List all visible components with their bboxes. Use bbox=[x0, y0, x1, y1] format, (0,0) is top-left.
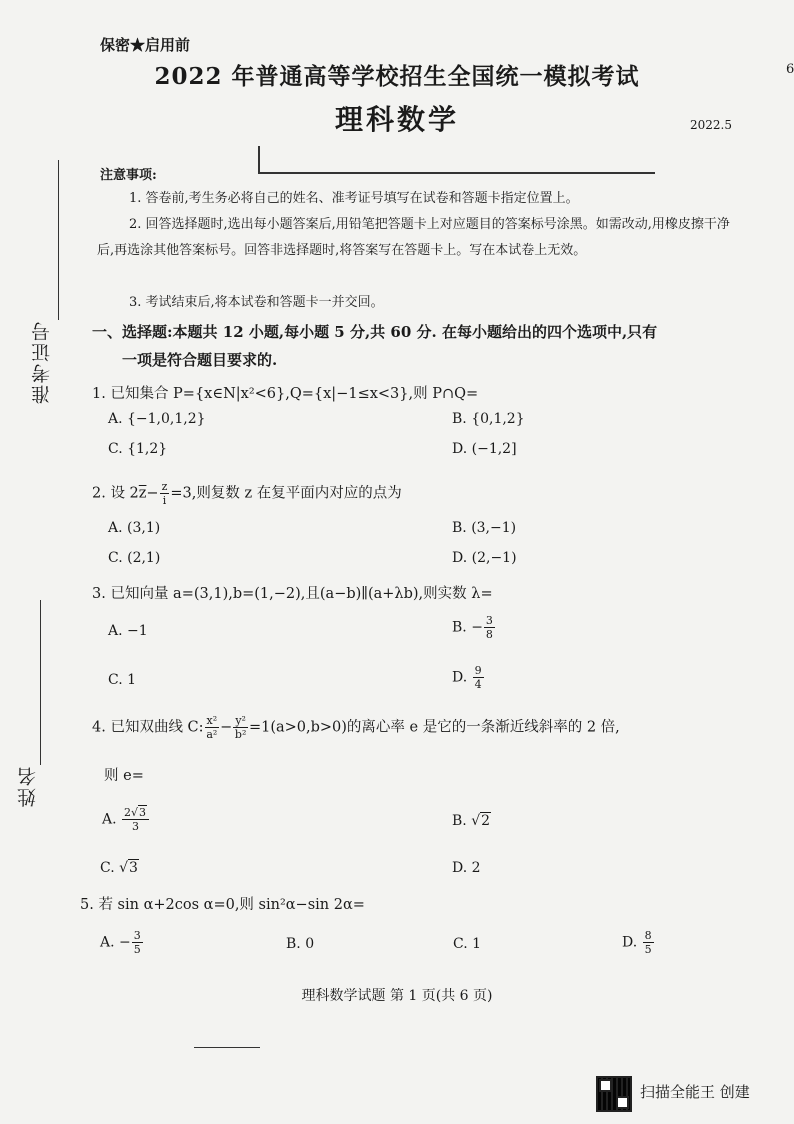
question-1-option-c: C. {1,2} bbox=[108, 441, 168, 457]
question-3-option-b: B. − $\frac{3}{8}$ bbox=[452, 614, 493, 641]
question-5-option-a: A. − $\frac{3}{5}$ bbox=[100, 929, 141, 956]
question-3-option-a: A. −1 bbox=[108, 623, 148, 639]
section-heading bbox=[92, 318, 752, 374]
question-5-option-b: B. 0 bbox=[286, 936, 315, 952]
question-3-option-c: C. 1 bbox=[108, 672, 137, 688]
question-5-option-d: D. $\frac{8}{5}$ bbox=[622, 929, 652, 956]
decorative-bracket bbox=[258, 146, 655, 174]
page-footer: 理科数学试题 第 1 页(共 6 页) bbox=[301, 988, 493, 1004]
notice-heading: 注意事项: bbox=[100, 168, 157, 183]
footer-scan-line bbox=[194, 1047, 260, 1048]
fraction-z-over-i: $\frac{z}{i}$ bbox=[161, 480, 168, 507]
section-heading-line2: 一项是符合题目要求的. bbox=[122, 351, 278, 369]
confidential-label: 保密★启用前 bbox=[100, 36, 191, 54]
question-3-option-d: D. $\frac{9}{4}$ bbox=[452, 664, 482, 691]
question-5-stem: 5. 若 sin α+2cos α=0,则 sin²α−sin 2α= bbox=[80, 897, 365, 913]
edge-number: 6 bbox=[786, 62, 794, 77]
question-4-stem: 4. 已知双曲线 C: $\frac{\text{x²}}{\text{a²}}$ − $\frac{\text{y²}}{\text{b²}}$ =1(a>0,b>0)的离心率 e 是它的一条渐近线斜率的 2 倍, bbox=[92, 714, 620, 741]
exam-id-label: 准考证号 bbox=[31, 320, 53, 404]
name-line bbox=[40, 600, 41, 765]
question-1-option-b: B. {0,1,2} bbox=[452, 411, 525, 427]
section-heading-line1: 一、选择题:本题共 12 小题,每小题 5 分,共 60 分. 在每小题给出的四个选项中,只有 bbox=[92, 323, 658, 341]
name-label: 姓名 bbox=[17, 765, 39, 807]
question-1-option-d: D. (−1,2] bbox=[452, 441, 517, 457]
notice-item-1: 1. 答卷前,考生务必将自己的姓名、准考证号填写在试卷和答题卡指定位置上。 bbox=[129, 191, 579, 206]
question-4-option-b: B. √2 bbox=[452, 813, 491, 829]
question-3-stem: 3. 已知向量 a=(3,1),b=(1,−2),且(a−b)∥(a+λb),则实数 λ= bbox=[92, 586, 493, 602]
exam-date: 2022.5 bbox=[690, 118, 732, 132]
question-1-option-a: A. {−1,0,1,2} bbox=[108, 411, 206, 427]
question-1-stem: 1. 已知集合 P={x∈N|x²<6},Q={x|−1≤x<3},则 P∩Q= bbox=[92, 386, 479, 402]
subject-title: 理科数学 bbox=[334, 103, 459, 136]
question-2-option-d: D. (2,−1) bbox=[452, 550, 517, 566]
notice-item-3: 3. 考试结束后,将本试卷和答题卡一并交回。 bbox=[129, 295, 384, 310]
exam-id-line bbox=[58, 160, 59, 320]
question-2-option-c: C. (2,1) bbox=[108, 550, 161, 566]
exam-title: 2022 年普通高等学校招生全国统一模拟考试 bbox=[154, 63, 640, 90]
question-2-option-a: A. (3,1) bbox=[108, 520, 161, 536]
question-5-option-c: C. 1 bbox=[453, 936, 482, 952]
qr-code-icon bbox=[596, 1076, 632, 1112]
question-4-option-d: D. 2 bbox=[452, 860, 481, 876]
question-4-option-a: A. $\frac{2√3}{3}$ bbox=[102, 806, 150, 833]
question-4-option-c: C. √3 bbox=[100, 860, 138, 876]
question-4-stem-line2: 则 e= bbox=[104, 768, 144, 784]
z-conjugate: $\overline{z}$ bbox=[138, 485, 147, 502]
scanner-watermark: 扫描全能王 创建 bbox=[640, 1083, 750, 1101]
notice-item-2: 2. 回答选择题时,选出每小题答案后,用铅笔把答题卡上对应题目的答案标号涂黑。如需改动,用橡皮擦干净后,再选涂其他答案标号。回答非选择题时,将答案写在答题卡上。写在本试卷上无效。 bbox=[97, 217, 730, 258]
question-2-stem: 2. 设 $2\overline{z}-$ $\frac{z}{i}$ =3,则复数 z 在复平面内对应的点为 bbox=[92, 480, 402, 507]
question-2-option-b: B. (3,−1) bbox=[452, 520, 517, 536]
